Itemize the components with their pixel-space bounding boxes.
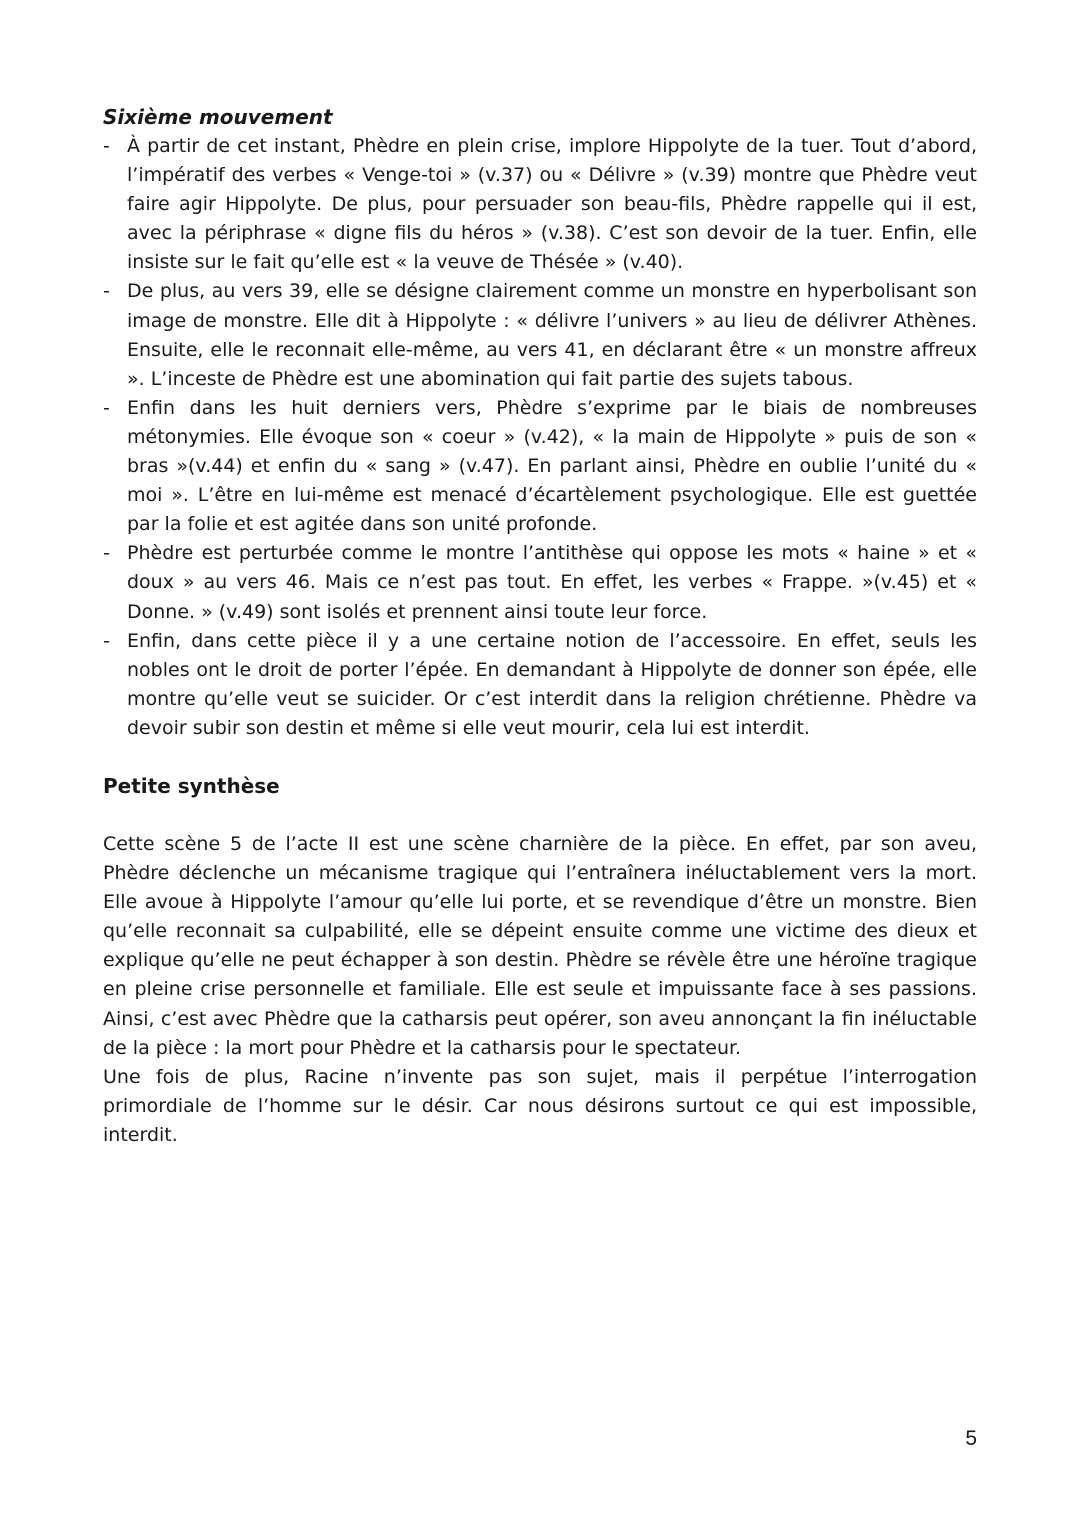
bullet-text: Enfin dans les huit derniers vers, Phèdre s’exprime par le biais de nombreuses métonymies. Elle évoque son « coeur » (v.42), « la main de Hippolyte » puis de son « bras »(v.44) et enfin du « sang » (v.47). En parlant ainsi, Phèdre en oublie l’unité du « moi ». L’être en lui-même est menacé d’écartèlement psychologique. Elle est guettée par la folie et est agitée dans son unité profonde. <box>127 396 977 536</box>
dash-marker: - <box>103 396 110 419</box>
dash-marker: - <box>103 542 110 565</box>
bullet-text: À partir de cet instant, Phèdre en plein crise, implore Hippolyte de la tuer. Tout d’abord, l’impératif des verbes « Venge-toi » (v.37) ou « Délivre » (v.39) montre que Phèdre veut faire agir Hippolyte. De plus, pour persuader son beau-fils, Phèdre rappelle qui il est, avec la périphrase « digne fils du héros » (v.38). C’est son devoir de la tuer. Enfin, elle insiste sur le fait qu’elle est « la veuve de Thésée » (v.40). <box>127 135 977 274</box>
bullet-item <box>103 539 977 626</box>
bullet-item <box>103 277 977 393</box>
synthesis-paragraph: Une fois de plus, Racine n’invente pas son sujet, mais il perpétue l’interrogation primordiale de l’homme sur le désir. Car nous désirons surtout ce qui est impossible, interdit. <box>103 1065 977 1146</box>
dash-marker: - <box>103 280 110 303</box>
synthesis-body <box>103 830 977 1150</box>
section-heading-petite-synthese: Petite synthèse <box>103 773 280 798</box>
section-heading-sixieme-mouvement: Sixième mouvement <box>103 105 333 129</box>
synthesis-paragraph: Cette scène 5 de l’acte II est une scène charnière de la pièce. En effet, par son aveu, Phèdre déclenche un mécanisme tragique qui l’entraînera inéluctablement vers la mort. Elle avoue à Hippolyte l’amour qu’elle lui porte, et se revendique d’être un monstre. Bien qu’elle reconnait sa culpabilité, elle se dépeint ensuite comme une victime des dieux et explique qu’elle ne peut échapper à son destin. Phèdre se révèle être une héroïne tragique en pleine crise personnelle et familiale. Elle est seule et impuissante face à ses passions. Ainsi, c’est avec Phèdre que la catharsis peut opérer, son aveu annonçant la fin inéluctable de la pièce : la mort pour Phèdre et la catharsis pour le spectateur. <box>103 832 977 1059</box>
bullet-text: Phèdre est perturbée comme le montre l’antithèse qui oppose les mots « haine » et « doux » au vers 46. Mais ce n’est pas tout. En effet, les verbes « Frappe. »(v.45) et « Donne. » (v.49) sont isolés et prennent ainsi toute leur force. <box>127 542 977 623</box>
bullet-text: Enfin, dans cette pièce il y a une certaine notion de l’accessoire. En effet, seuls les nobles ont le droit de porter l’épée. En demandant à Hippolyte de donner son épée, elle montre qu’elle veut se suicider. Or c’est interdit dans la religion chrétienne. Phèdre va devoir subir son destin et même si elle veut mourir, cela lui est interdit. <box>127 629 977 739</box>
bullet-text: De plus, au vers 39, elle se désigne clairement comme un monstre en hyperbolisant son image de monstre. Elle dit à Hippolyte : « délivre l’univers » au lieu de délivrer Athènes. Ensuite, elle le reconnait elle-même, au vers 41, en déclarant être « un monstre affreux ». L’inceste de Phèdre est une abomination qui fait partie des sujets tabous. <box>127 280 977 390</box>
page-number: 5 <box>965 1427 977 1450</box>
bullet-item <box>103 394 977 539</box>
dash-marker: - <box>103 135 110 157</box>
document-page <box>103 103 977 1150</box>
bullet-item <box>103 132 977 277</box>
bullet-item <box>103 627 977 743</box>
dash-marker: - <box>103 629 110 652</box>
analysis-bullet-list <box>103 132 977 743</box>
